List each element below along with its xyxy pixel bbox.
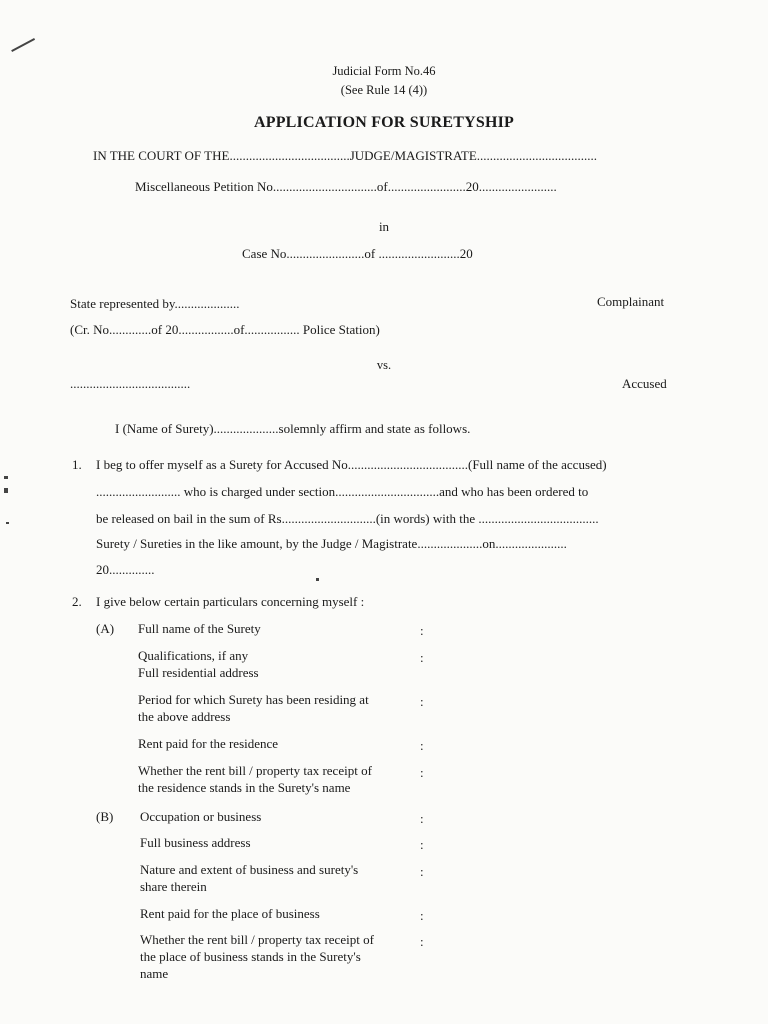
field-colon: : [420, 623, 424, 638]
versus-label: vs. [376, 358, 392, 372]
field-colon: : [420, 738, 424, 753]
particular-label: Qualifications, if any [138, 648, 249, 663]
accused-blank: ..................................... [70, 376, 191, 391]
particular-label: Rent paid for the residence [138, 736, 279, 751]
affirmation-line: I (Name of Surety)....................solemnly affirm and state as follows. [115, 421, 471, 436]
section-b-label: (B) [96, 809, 114, 824]
complainant-label: Complainant [597, 294, 665, 309]
field-colon: : [420, 765, 424, 780]
particular-label: Whether the rent bill / property tax receipt of [138, 763, 372, 778]
scan-mark [6, 522, 9, 524]
particular-label: the place of business stands in the Surety's [140, 949, 361, 964]
cr-number-line: (Cr. No.............of 20.................of................. Police Station) [70, 322, 380, 337]
para-1-line: .......................... who is charged under section................................and who has been ordered to [96, 484, 589, 499]
para-2-number: 2. [72, 594, 82, 609]
field-colon: : [420, 934, 424, 949]
scan-mark [316, 578, 319, 581]
rule-reference: (See Rule 14 (4)) [340, 83, 428, 97]
field-colon: : [420, 650, 424, 665]
accused-label: Accused [622, 376, 667, 391]
field-colon: : [420, 864, 424, 879]
petition-line: Miscellaneous Petition No................................of........................20........................ [135, 179, 557, 194]
court-line: IN THE COURT OF THE.....................................JUDGE/MAGISTRATE..................................... [93, 148, 598, 163]
particular-label: the residence stands in the Surety's name [138, 780, 351, 795]
para-1-line: 20.............. [96, 562, 155, 577]
particular-label: Period for which Surety has been residing at [138, 692, 369, 707]
particular-label: Whether the rent bill / property tax receipt of [140, 932, 374, 947]
particular-label: Full business address [140, 835, 251, 850]
field-colon: : [420, 837, 424, 852]
field-colon: : [420, 694, 424, 709]
field-colon: : [420, 811, 424, 826]
particular-label: Full name of the Surety [138, 621, 261, 636]
para-1-number: 1. [72, 457, 82, 472]
scan-mark [11, 38, 35, 52]
document-title: APPLICATION FOR SURETYSHIP [253, 114, 515, 131]
particular-label: the above address [138, 709, 231, 724]
field-colon: : [420, 908, 424, 923]
scan-mark [4, 488, 8, 493]
section-a-label: (A) [96, 621, 115, 636]
para-2-intro: I give below certain particulars concerning myself : [96, 594, 365, 609]
scan-mark [4, 476, 8, 479]
particular-label: Rent paid for the place of business [140, 906, 320, 921]
particular-label: Nature and extent of business and surety's [140, 862, 359, 877]
particular-label: Full residential address [138, 665, 259, 680]
particular-label: share therein [140, 879, 207, 894]
case-line: Case No........................of .........................20 [242, 246, 473, 261]
para-1-line: I beg to offer myself as a Surety for Accused No.....................................(Full name of the accused) [96, 457, 607, 472]
particular-label: Occupation or business [140, 809, 262, 824]
state-represented: State represented by.................... [70, 296, 240, 311]
para-1-line: be released on bail in the sum of Rs.............................(in words) with the ..................................... [96, 511, 599, 526]
particular-label: name [140, 966, 169, 981]
form-number: Judicial Form No.46 [332, 64, 436, 78]
para-1-line: Surety / Sureties in the like amount, by the Judge / Magistrate....................on...................... [96, 536, 567, 551]
in-label: in [378, 219, 390, 234]
